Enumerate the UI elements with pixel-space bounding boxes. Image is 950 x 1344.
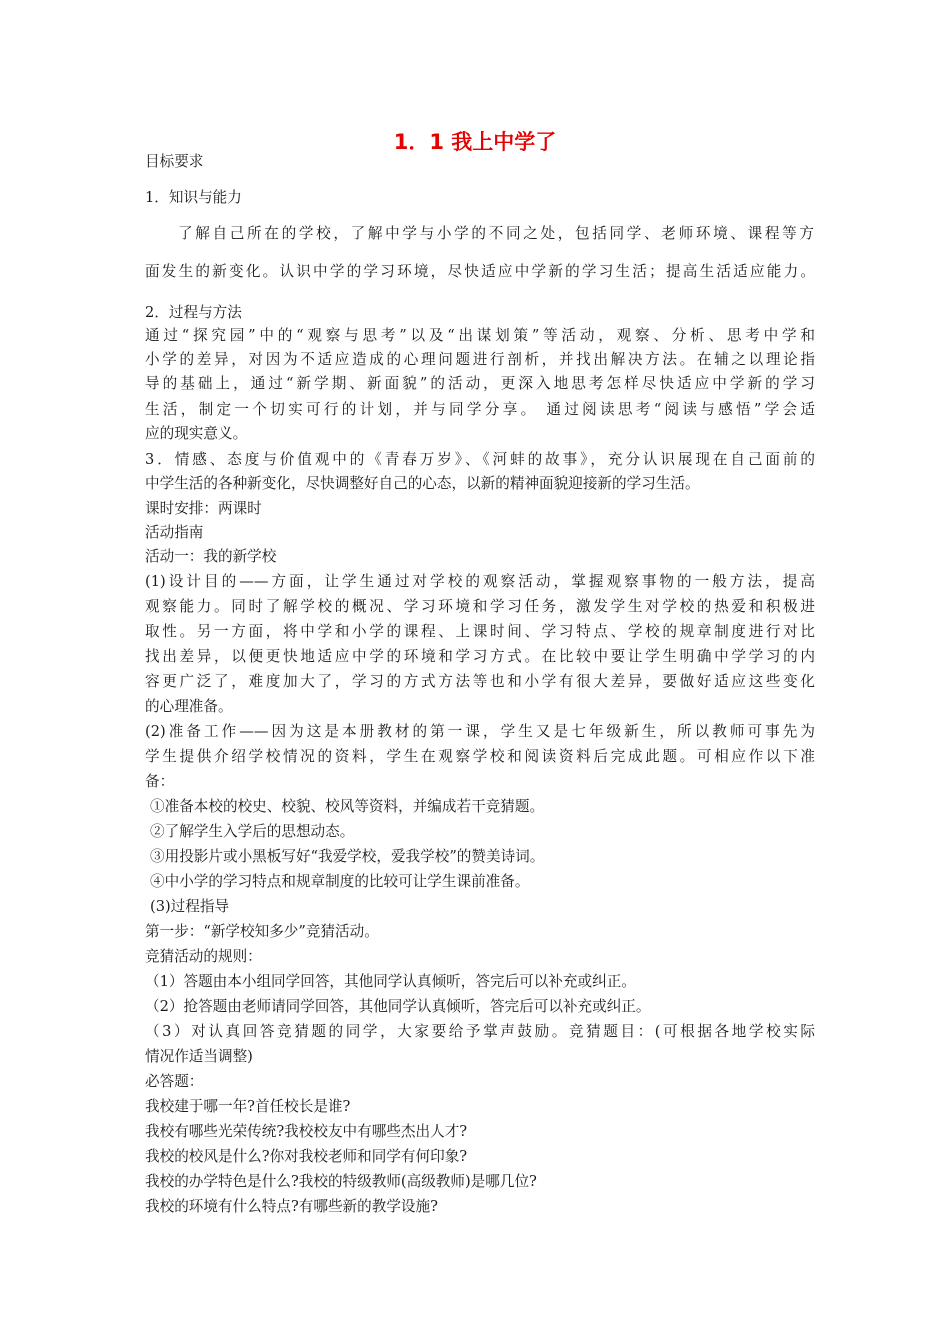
paragraph-line: 通过“探究园”中的“观察与思考”以及“出谋划策”等活动，观察、分析、思考中学和 [145, 327, 815, 344]
paragraph-line: 的心理准备。 [145, 698, 233, 715]
list-item: ④中小学的学习特点和规章制度的比较可让学生课前准备。 [150, 873, 530, 890]
question-item: 我校有哪些光荣传统?我校校友中有哪些杰出人才? [145, 1123, 468, 1140]
paragraph-line: 应的现实意义。 [145, 425, 248, 442]
page-title: 1．1 我上中学了 [393, 130, 557, 154]
rule-item: （3）对认真回答竞猜题的同学，大家要给予掌声鼓励。竞猜题目：(可根据各地学校实际 [145, 1023, 815, 1040]
required-questions-heading: 必答题： [145, 1073, 204, 1090]
subheading-process-guide: (3)过程指导 [150, 898, 230, 915]
paragraph-line: 生活，制定一个切实可行的计划，并与同学分享。 通过阅读思考“阅读与感悟”学会适 [145, 401, 815, 418]
paragraph-line: 情况作适当调整) [145, 1048, 253, 1065]
heading-objectives: 目标要求 [145, 153, 204, 170]
list-item: ②了解学生入学后的思想动态。 [150, 823, 355, 840]
paragraph-line: 观察能力。同时了解学校的概况、学习环境和学习任务，激发学生对学校的热爱和积极进 [145, 598, 815, 615]
paragraph-line: 取性。另一方面，将中学和小学的课程、上课时间、学习特点、学校的规章制度进行对比 [145, 623, 815, 640]
step-one: 第一步：“新学校知多少”竞猜活动。 [145, 923, 379, 940]
rules-heading: 竞猜活动的规则： [145, 948, 262, 965]
paragraph-line: 3．情感、态度与价值观中的《青春万岁》、《河蚌的故事》，充分认识展现在自己面前的 [145, 451, 815, 468]
paragraph-line: 学生提供介绍学校情况的资料，学生在观察学校和阅读资料后完成此题。可相应作以下准 [145, 748, 815, 765]
heading-process: 2．过程与方法 [145, 304, 242, 321]
paragraph-line: 中学生活的各种新变化，尽快调整好自己的心态，以新的精神面貌迎接新的学习生活。 [145, 475, 700, 492]
paragraph-line: 小学的差异，对因为不适应造成的心理问题进行剖析，并找出解决方法。在辅之以理论指 [145, 351, 815, 368]
schedule-line: 课时安排：两课时 [145, 500, 262, 517]
paragraph-line: (1)设计目的——方面，让学生通过对学校的观察活动，掌握观察事物的一般方法，提高 [145, 573, 815, 590]
paragraph-line: 了解自己所在的学校，了解中学与小学的不同之处，包括同学、老师环境、课程等方 [178, 225, 814, 242]
paragraph-line: 面发生的新变化。认识中学的学习环境，尽快适应中学新的学习生活；提高生活适应能力。 [145, 263, 815, 280]
list-item: ①准备本校的校史、校貌、校风等资料，并编成若干竞猜题。 [150, 798, 545, 815]
paragraph-line: 导的基础上，通过“新学期、新面貌”的活动，更深入地思考怎样尽快适应中学新的学习 [145, 375, 815, 392]
rule-item: （2）抢答题由老师请同学回答，其他同学认真倾听，答完后可以补充或纠正。 [145, 998, 651, 1015]
question-item: 我校建于哪一年?首任校长是谁? [145, 1098, 351, 1115]
paragraph-line: (2)准备工作——因为这是本册教材的第一课，学生又是七年级新生，所以教师可事先为 [145, 723, 815, 740]
paragraph-line: 容更广泛了，难度加大了，学习的方式方法等也和小学有很大差异，要做好适应这些变化 [145, 673, 815, 690]
heading-activity-guide: 活动指南 [145, 524, 204, 541]
question-item: 我校的校风是什么?你对我校老师和同学有何印象? [145, 1148, 468, 1165]
heading-knowledge: 1．知识与能力 [145, 189, 242, 206]
list-item: ③用投影片或小黑板写好“我爱学校，爱我学校”的赞美诗词。 [150, 848, 545, 865]
paragraph-line: 找出差异，以便更快地适应中学的环境和学习方式。在比较中要让学生明确中学学习的内 [145, 648, 815, 665]
question-item: 我校的办学特色是什么?我校的特级教师(高级教师)是哪几位? [145, 1173, 537, 1190]
paragraph-line: 备： [145, 773, 175, 790]
rule-item: （1）答题由本小组同学回答，其他同学认真倾听，答完后可以补充或纠正。 [145, 973, 636, 990]
heading-activity-one: 活动一：我的新学校 [145, 548, 277, 565]
question-item: 我校的环境有什么特点?有哪些新的教学设施? [145, 1198, 438, 1215]
